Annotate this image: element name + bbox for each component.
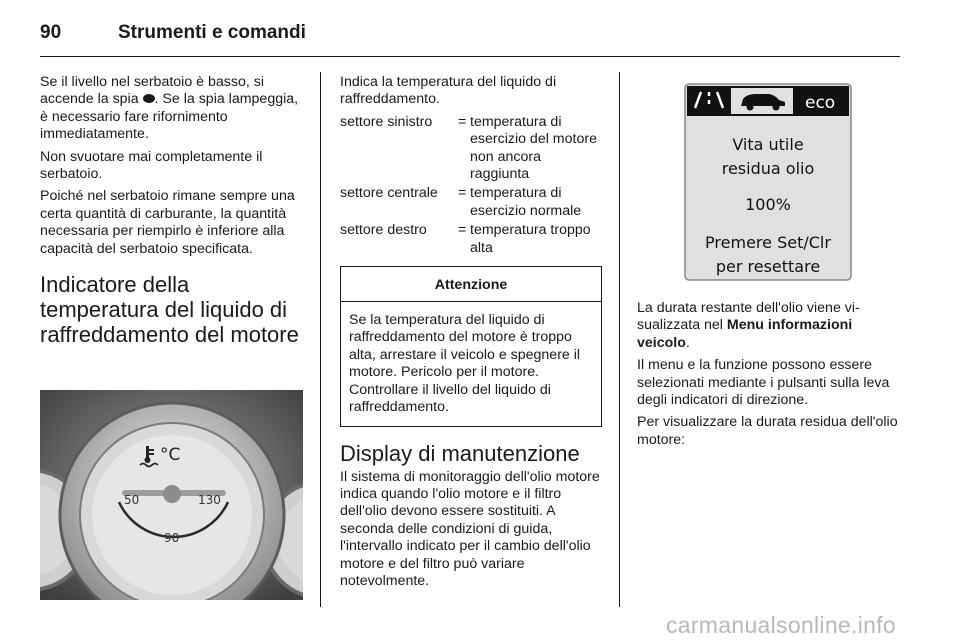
column-right — [637, 74, 903, 454]
menu-name: Menu informazioni veicolo — [637, 317, 853, 351]
fuel-warning-paragraph: Se il livello nel serbatoio è basso, si accende la spia . Se la spia lampeggia, è necessario fare rifornimento immediatamente. — [40, 74, 299, 143]
coolant-intro: Indica la temperatura del liquido di raffreddamento. — [340, 74, 557, 108]
warning-body: Se la temperatura del liquido di raffreddamento del motore è troppo alta, arrestare il veicolo e spegnere il motore. Pericolo per il motore. Controllare il livello del liquido di raffreddamento. — [349, 312, 581, 416]
eco-label: eco — [805, 93, 836, 113]
page-header — [40, 18, 900, 58]
coolant-gauge-illustration — [40, 390, 303, 600]
definition-row: settore sinistro = temperatura di esercizio del motore non ancora raggiunta — [340, 113, 597, 183]
column-middle — [340, 74, 602, 595]
gauge-unit-label: °C — [160, 445, 181, 465]
column-left — [40, 74, 304, 347]
warning-box — [340, 266, 602, 426]
gauge-tick-low: 50 — [124, 493, 140, 507]
oil-life-display-illustration — [637, 74, 901, 286]
gauge-tick-high: 130 — [198, 493, 221, 507]
page-title: Strumenti e comandi — [118, 22, 306, 43]
coolant-gauge-svg — [40, 390, 303, 600]
header-divider — [40, 56, 900, 57]
definition-row: settore destro = temperatura troppo alta — [340, 222, 591, 256]
display-line-1: Vita utile — [732, 135, 804, 154]
menu-selection-paragraph: Il menu e la funzione possono essere selezionati mediante i pulsanti sulla leva degli indicatori di direzione. — [637, 357, 890, 409]
definition-row: settore centrale = temperatura di esercizio normale — [340, 185, 582, 219]
paragraph-no-empty-tank: Non svuotare mai completamente il serbatoio. — [40, 148, 263, 183]
section-heading-coolant-gauge: Indicatore della temperatura del liquido di raffreddamento del motore — [40, 272, 299, 348]
paragraph-tank-capacity: Poiché nel serbatoio rimane sempre una certa quantità di carburante, la quantità necessaria per riempirlo è inferiore alla capacità del serbatoio specificata. — [40, 188, 295, 257]
watermark: carmanualsonline.info — [665, 612, 896, 638]
display-line-2: residua olio — [721, 159, 815, 178]
maintenance-body: Il sistema di monitoraggio dell'olio motore indica quando l'olio motore e il filtro dell'olio devono essere sostituiti. A seconda delle condizioni di guida, l'intervallo indicato per il cambio dell'olio motore e del filtro può variare notevolmente. — [340, 468, 600, 589]
display-percent: 100% — [745, 195, 791, 214]
column-divider-2 — [619, 72, 620, 607]
column-divider-1 — [320, 72, 321, 607]
section-heading-maintenance: Display di manutenzione — [340, 440, 580, 466]
oil-life-view-paragraph: Per visualizzare la durata residua dell'olio motore: — [637, 414, 898, 448]
warning-title: Attenzione — [341, 267, 601, 302]
oil-life-display-svg — [637, 74, 901, 286]
page-number: 90 — [40, 22, 62, 43]
oil-life-menu-paragraph: La durata restante dell'olio viene visualizzata nel Menu informazioni veicolo. — [637, 300, 860, 351]
definition-list — [340, 114, 602, 257]
fuel-warning-lamp-icon — [143, 94, 155, 103]
display-line-3: Premere Set/Clr — [705, 233, 831, 252]
gauge-tick-mid: 90 — [164, 531, 180, 545]
display-line-4: per resettare — [715, 257, 821, 276]
